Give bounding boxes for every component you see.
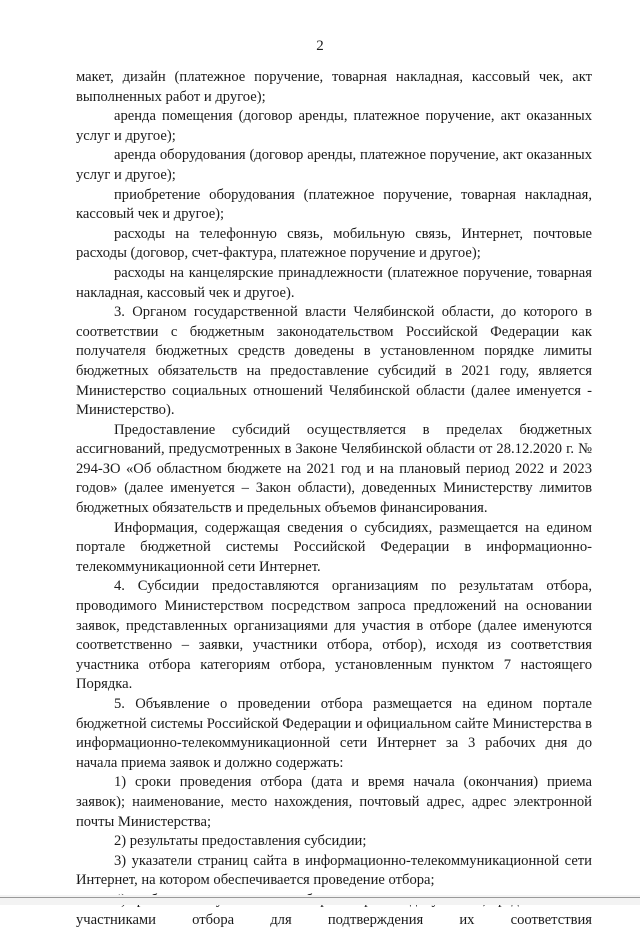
paragraph-communication-expenses: расходы на телефонную связь, мобильную связь, Интернет, почтовые расходы (договор, счет-фактура, платежное поручение и другое); bbox=[76, 225, 592, 262]
paragraph-equipment-purchase: приобретение оборудования (платежное поручение, товарная накладная, кассовый чек и другое); bbox=[76, 186, 592, 223]
paragraph-rent-premises: аренда помещения (договор аренды, платежное поручение, акт оказанных услуг и другое); bbox=[76, 108, 592, 144]
paragraph-item-4: 4. Субсидии предоставляются организациям по результатам отбора, проводимого Министерством посредством запроса предложений на основании заявок, представленных организациями для участия в отборе (далее именуются соответственно – заявки, участники отбора, отбор), исходя из соответствия участника отбора категориям отбора, установленным пунктом 7 настоящего Порядка. bbox=[76, 578, 592, 693]
paragraph-item-5: 5. Объявление о проведении отбора размещается на едином портале бюджетной системы Российской Федерации и официальном сайте Министерства в информационно-телекоммуникационной сети Интернет за 3 рабочих дня до начала приема заявок и должно содержать: bbox=[76, 696, 592, 771]
scan-bottom-line bbox=[0, 897, 640, 898]
paragraph-info-portal: Информация, содержащая сведения о субсидиях, размещается на едином портале бюджетной системы Российской Федерации в информационно-телекоммуникационной сети Интернет. bbox=[76, 519, 592, 575]
paragraph-rent-equipment: аренда оборудования (договор аренды, платежное поручение, акт оказанных услуг и другое); bbox=[76, 147, 592, 183]
paragraph-item-5-1: 1) сроки проведения отбора (дата и время начала (окончания) приема заявок); наименование, место нахождения, почтовый адрес, адрес электронной почты Министерства; bbox=[76, 774, 592, 830]
paragraph-item-5-4: участниками отбора для подтверждения их соответствия bbox=[76, 911, 592, 928]
paragraph-item-3: 3. Органом государственной власти Челябинской области, до которого в соответствии с бюджетным законодательством Российской Федерации как получателя бюджетных средств доведены в установленном порядке лимиты бюджетных обязательств на предоставление субсидий в 2021 году, является Министерство социальных отношений Челябинской области (далее именуется - Министерство). bbox=[76, 304, 592, 419]
document-body bbox=[76, 68, 592, 930]
page-number: 2 bbox=[316, 38, 324, 54]
paragraph-subsidy-limits: Предоставление субсидий осуществляется в пределах бюджетных ассигнований, предусмотренных в Законе Челябинской области от 28.12.2020 г. № 294-ЗО «Об областном бюджете на 2021 год и на плановый период 2022 и 2023 годов» (далее именуется – Закон области), доведенных Министерству лимитов бюджетных обязательств и предельных объемов финансирования. bbox=[76, 421, 592, 517]
paragraph-item-5-2: 2) результаты предоставления субсидии; bbox=[114, 833, 367, 850]
paragraph-continued: макет, дизайн (платежное поручение, товарная накладная, кассовый чек, акт выполненных работ и другое); bbox=[76, 69, 592, 105]
paragraph-item-5-3: 3) указатели страниц сайта в информационно-телекоммуникационной сети Интернет, на котором обеспечивается проведение отбора; bbox=[76, 852, 592, 889]
paragraph-stationery-expenses: расходы на канцелярские принадлежности (платежное поручение, товарная накладная, кассовый чек и другое). bbox=[76, 264, 592, 301]
